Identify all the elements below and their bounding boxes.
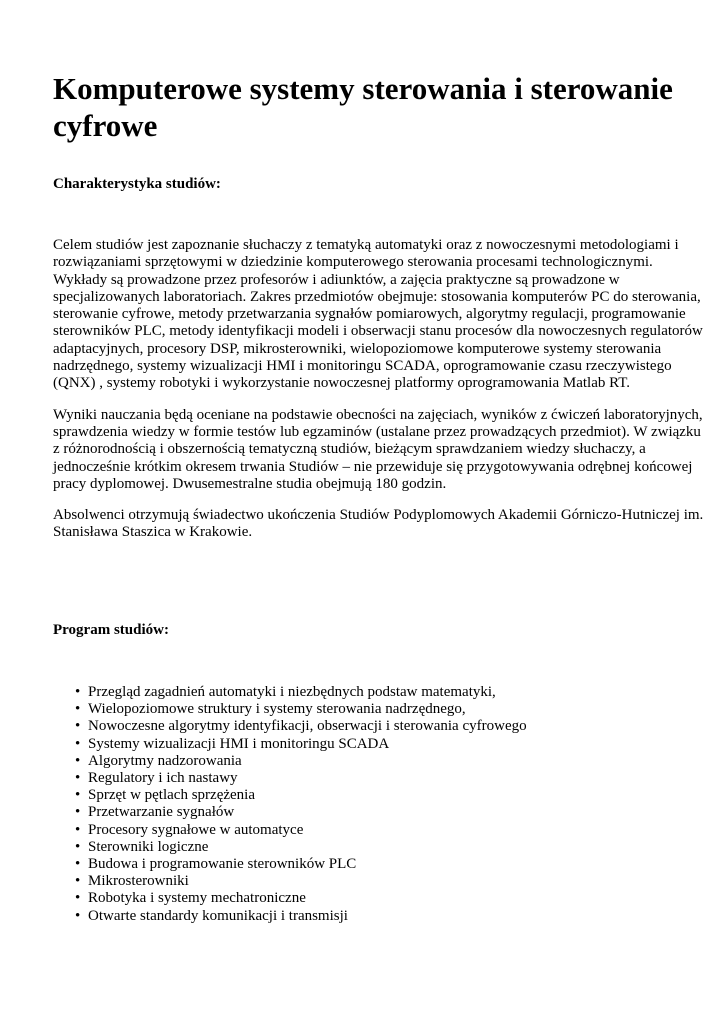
text-line: Wyniki nauczania będą oceniane na podstawie obecności na zajęciach, wyników z ćwiczeń laboratoryjnych, [53,406,703,423]
list-item-text: Wielopoziomowe struktury i systemy sterowania nadrzędnego, [88,701,466,718]
bullet-icon: • [75,701,81,718]
list-item-text: Robotyka i systemy mechatroniczne [88,890,306,907]
list-item [53,736,527,753]
text-line: Celem studiów jest zapoznanie słuchaczy z tematyką automatyki oraz z nowoczesnymi metodologiami i [53,237,679,253]
program-list [53,684,527,925]
list-item-text: Algorytmy nadzorowania [88,752,242,769]
text-line: (QNX) , systemy robotyki i wykorzystanie nowoczesnej platformy oprogramowania Matlab RT. [53,375,631,392]
section-heading-program: Program studiów: [53,622,169,638]
list-item [53,873,527,890]
list-item-text: Otwarte standardy komunikacji i transmisji [88,907,348,924]
text-line: z różnorodnością i obszernością tematyczną studiów, bieżącym sprawdzaniem wiedzy słuchaczy, a [53,441,646,458]
list-item-text: Sterowniki logiczne [88,838,209,855]
list-item-text: Przetwarzanie sygnałów [88,804,235,821]
bullet-icon: • [75,890,81,907]
list-item-text: Przegląd zagadnień automatyki i niezbędnych podstaw matematyki, [88,684,496,700]
paragraph-goals [53,237,703,393]
bullet-icon: • [75,718,81,735]
text-line: pracy dyplomowej. Dwusemestralne studia obejmują 180 godzin. [53,475,447,492]
text-line: jednocześnie krótkim okresem trwania Studiów – nie przewiduje się przygotowywania odrębnej końcowej [53,458,693,475]
bullet-icon: • [75,821,81,838]
bullet-icon: • [75,787,81,804]
text-line: adaptacyjnych, procesory DSP, mikrosterowniki, wielopoziomowe komputerowe systemy sterowania [53,340,662,357]
bullet-icon: • [75,873,81,890]
text-line: Stanisława Staszica w Krakowie. [53,524,253,541]
list-item-text: Sprzęt w pętlach sprzężenia [88,787,255,804]
list-item-text: Mikrosterowniki [88,873,189,890]
bullet-icon: • [75,804,81,821]
list-item [53,822,527,839]
text-line: sterowanie cyfrowe, metody przetwarzania sygnałów pomiarowych, algorytmy regulacji, programowanie [53,306,686,323]
paragraph-assessment [53,406,703,493]
list-item-text: Nowoczesne algorytmy identyfikacji, obserwacji i sterowania cyfrowego [88,718,527,735]
bullet-icon: • [75,735,81,752]
text-line: Absolwenci otrzymują świadectwo ukończenia Studiów Podyplomowych Akademii Górniczo-Hutniczej im. [53,507,704,524]
text-line: sprawdzenia wiedzy w formie testów lub egzaminów (ustalane przez prowadzących przedmiot). W związku [53,423,701,440]
page-title: Komputerowe systemy sterowania i sterowanie cyfrowe [53,71,673,143]
list-item [53,908,527,925]
characteristics-body [53,237,704,556]
list-item-text: Systemy wizualizacji HMI i monitoringu SCADA [88,735,390,752]
bullet-icon: • [75,684,81,700]
list-item [53,890,527,907]
section-heading-characteristics: Charakterystyka studiów: [53,176,221,192]
list-item-text: Budowa i programowanie sterowników PLC [88,856,357,873]
list-item [53,753,527,770]
list-item [53,684,527,701]
list-item [53,701,527,718]
text-line: specjalizowanych laboratoriach. Zakres przedmiotów obejmuje: stosowania komputerów PC do sterowania, [53,288,701,305]
list-item-text: Regulatory i ich nastawy [88,770,238,787]
list-item [53,856,527,873]
list-item-text: Procesory sygnałowe w automatyce [88,821,304,838]
text-line: Wykłady są prowadzone przez profesorów i adiunktów, a zajęcia praktyczne są prowadzone w [53,271,620,288]
bullet-icon: • [75,907,81,924]
paragraph-graduates [53,507,704,542]
text-line: rozwiązaniami sprzętowymi w dziedzinie komputerowego sterowania procesami technologicznymi. [53,254,653,271]
list-item [53,804,527,821]
list-item [53,787,527,804]
list-item [53,770,527,787]
list-item [53,718,527,735]
list-item [53,839,527,856]
bullet-icon: • [75,838,81,855]
bullet-icon: • [75,770,81,787]
text-line: nadrzędnego, systemy wizualizacji HMI i monitoringu SCADA, oprogramowanie czasu rzeczywistego [53,358,672,375]
text-line: sterowników PLC, metody identyfikacji modeli i obserwacji stanu procesów dla nowoczesnych regulatorów [53,323,703,340]
bullet-icon: • [75,752,81,769]
bullet-icon: • [75,856,81,873]
